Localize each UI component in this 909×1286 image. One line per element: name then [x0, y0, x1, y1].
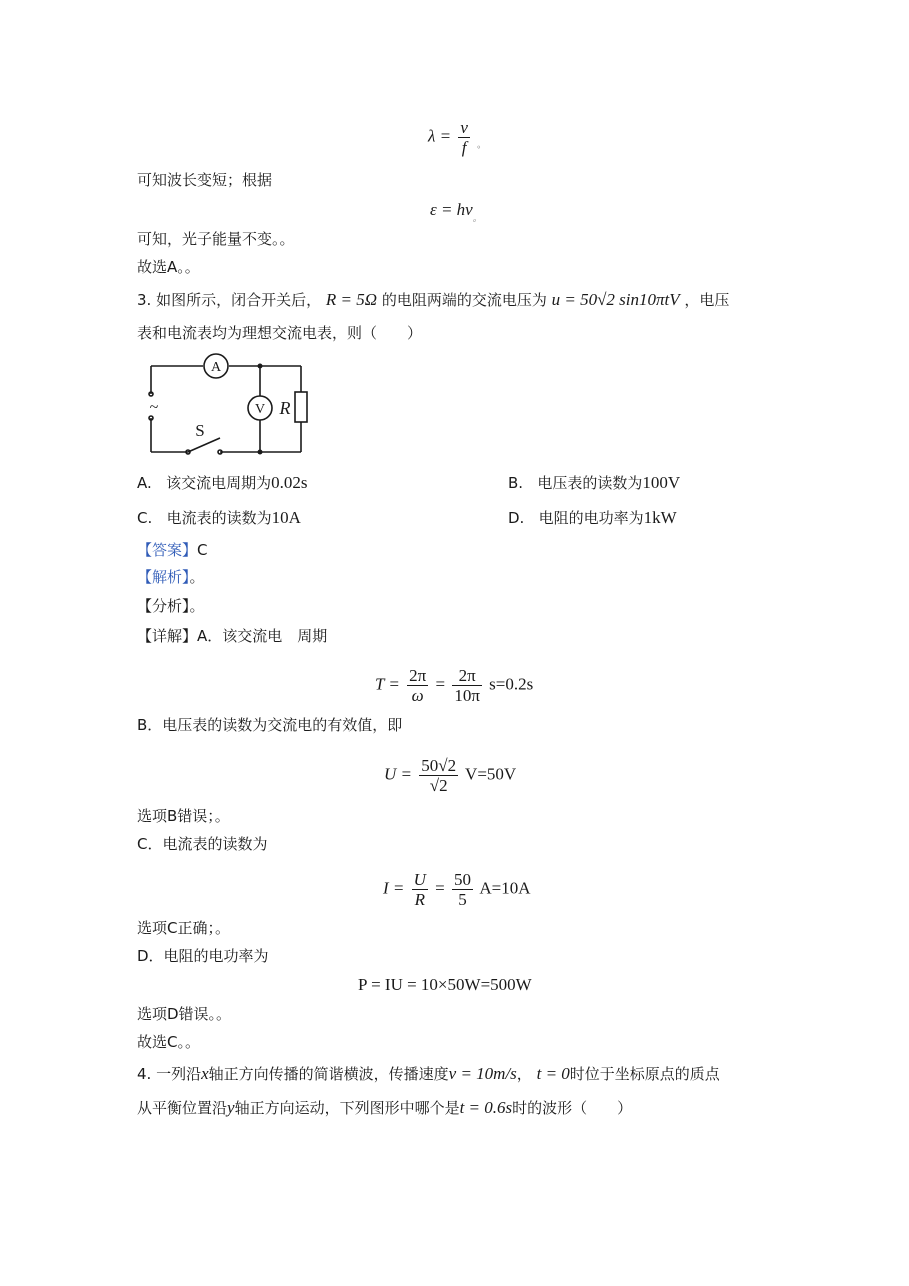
- fenxi-line: 【分析】。: [137, 597, 205, 615]
- equation-rhs: s=0.2s: [489, 674, 534, 694]
- resistor-label: R: [279, 398, 291, 418]
- voltmeter-label: V: [254, 402, 266, 417]
- option-letter: A.: [137, 474, 152, 492]
- text-line: 故选A。。: [137, 258, 200, 276]
- stem-formula-r: R = 5Ω: [325, 290, 378, 309]
- equation-rhs: A=10A: [479, 878, 531, 898]
- stem-text: 4. 一列沿: [137, 1065, 202, 1083]
- numerator: 50√2: [421, 756, 457, 775]
- option-value: 100V: [642, 473, 681, 492]
- equation-period: [375, 666, 533, 705]
- stem-formula-t06: t = 0.6s: [459, 1098, 513, 1117]
- option-value: 1kW: [643, 508, 677, 527]
- fraction: [452, 870, 473, 909]
- question-3-stem: [137, 290, 729, 310]
- denominator: R: [414, 890, 425, 909]
- analysis-tail: 。: [189, 568, 205, 586]
- stem-text: 的电阻两端的交流电压为: [381, 291, 547, 309]
- ac-source-symbol: ~: [149, 399, 159, 416]
- stem-text: 轴正方向运动，下列图形中哪个是: [234, 1099, 460, 1117]
- equation-lhs: T =: [375, 674, 400, 694]
- option-b[interactable]: [508, 473, 680, 493]
- b-wrong-line: 选项B错误；。: [137, 807, 230, 825]
- option-d[interactable]: [508, 508, 677, 528]
- ammeter-label: A: [210, 360, 222, 375]
- choose-line: 故选C。。: [137, 1033, 200, 1051]
- numerator: 50: [454, 870, 472, 889]
- stem-formula-v: v = 10m/s: [448, 1064, 517, 1083]
- stem-text: 轴正方向传播的简谐横波，传播速度: [208, 1065, 449, 1083]
- option-letter: B.: [508, 474, 524, 492]
- stem-var-y: y: [227, 1098, 235, 1117]
- stem-text: 从平衡位置沿: [137, 1099, 228, 1117]
- c-right-line: 选项C正确；。: [137, 919, 230, 937]
- circuit-diagram: [140, 352, 330, 462]
- paragraph-mark: 。: [472, 213, 482, 223]
- question-4-stem-line2: [137, 1098, 632, 1118]
- analysis-tag: 【解析】: [137, 568, 190, 586]
- numerator: U: [413, 870, 426, 889]
- answer-tag: 【答案】: [137, 541, 198, 559]
- equals-sign: =: [435, 674, 446, 694]
- stem-text: ，电压: [684, 291, 730, 309]
- equation-text: ε = hν: [430, 200, 473, 219]
- stem-text: ，: [516, 1065, 532, 1083]
- denominator: f: [461, 138, 467, 157]
- denominator: 5: [458, 890, 467, 909]
- answer-value: C: [197, 541, 208, 559]
- fraction: [407, 666, 428, 705]
- numerator: v: [460, 118, 468, 137]
- denominator: √2: [429, 776, 448, 795]
- fraction: [452, 666, 482, 705]
- denominator: 10π: [454, 686, 480, 705]
- numerator: 2π: [452, 666, 482, 686]
- equation-epsilon: [430, 200, 482, 228]
- option-a[interactable]: [137, 473, 307, 493]
- question-4-stem: [137, 1064, 720, 1084]
- option-c[interactable]: [137, 508, 301, 528]
- equation-lhs: λ =: [428, 126, 452, 146]
- fraction: [419, 756, 458, 795]
- equals-sign: =: [435, 878, 445, 898]
- option-value: 10A: [271, 508, 301, 527]
- detail-d-line: D．电阻的电功率为: [137, 947, 269, 965]
- equation-voltage: [384, 756, 516, 795]
- switch-label: S: [195, 421, 205, 440]
- equation-lambda: [428, 118, 486, 157]
- fraction: [458, 118, 470, 157]
- detail-c-line: C．电流表的读数为: [137, 835, 268, 853]
- equation-rhs: V=50V: [465, 764, 517, 784]
- detail-b-line: B．电压表的读数为交流电的有效值，即: [137, 716, 403, 734]
- option-value: 0.02s: [271, 473, 308, 492]
- stem-text: 时的波形（ ）: [512, 1099, 633, 1117]
- denominator: ω: [411, 686, 424, 705]
- equation-current: [383, 870, 530, 909]
- answer-line: [137, 540, 208, 560]
- fraction: [412, 870, 428, 909]
- option-text: 该交流电周期为: [166, 474, 272, 492]
- option-text: 电阻的电功率为: [538, 509, 644, 527]
- question-3-stem-line2: 表和电流表均为理想交流电表，则（ ）: [137, 324, 423, 342]
- d-wrong-line: 选项D错误。。: [137, 1005, 232, 1023]
- stem-var-x: x: [201, 1064, 209, 1083]
- analysis-line: [137, 567, 205, 587]
- paragraph-mark: 。: [477, 139, 487, 150]
- equation-power: P = IU = 10×50W=500W: [358, 975, 532, 994]
- equation-lhs: I =: [383, 878, 405, 898]
- text-line: 可知，光子能量不变。。: [137, 230, 295, 248]
- numerator: 2π: [409, 666, 427, 685]
- text-line: 可知波长变短；根据: [137, 171, 273, 189]
- stem-formula-t0: t = 0: [536, 1064, 570, 1083]
- detail-a-line: 【详解】A．该交流电 周期: [137, 627, 328, 645]
- stem-text: 时位于坐标原点的质点: [569, 1065, 720, 1083]
- option-text: 电流表的读数为: [166, 509, 272, 527]
- option-letter: D.: [508, 509, 525, 527]
- stem-text: 3. 如图所示，闭合开关后，: [137, 291, 322, 309]
- stem-formula-u: u = 50√2 sin10πtV: [551, 290, 680, 309]
- equation-lhs: U =: [384, 764, 412, 784]
- option-text: 电压表的读数为: [537, 474, 643, 492]
- option-letter: C.: [137, 509, 153, 527]
